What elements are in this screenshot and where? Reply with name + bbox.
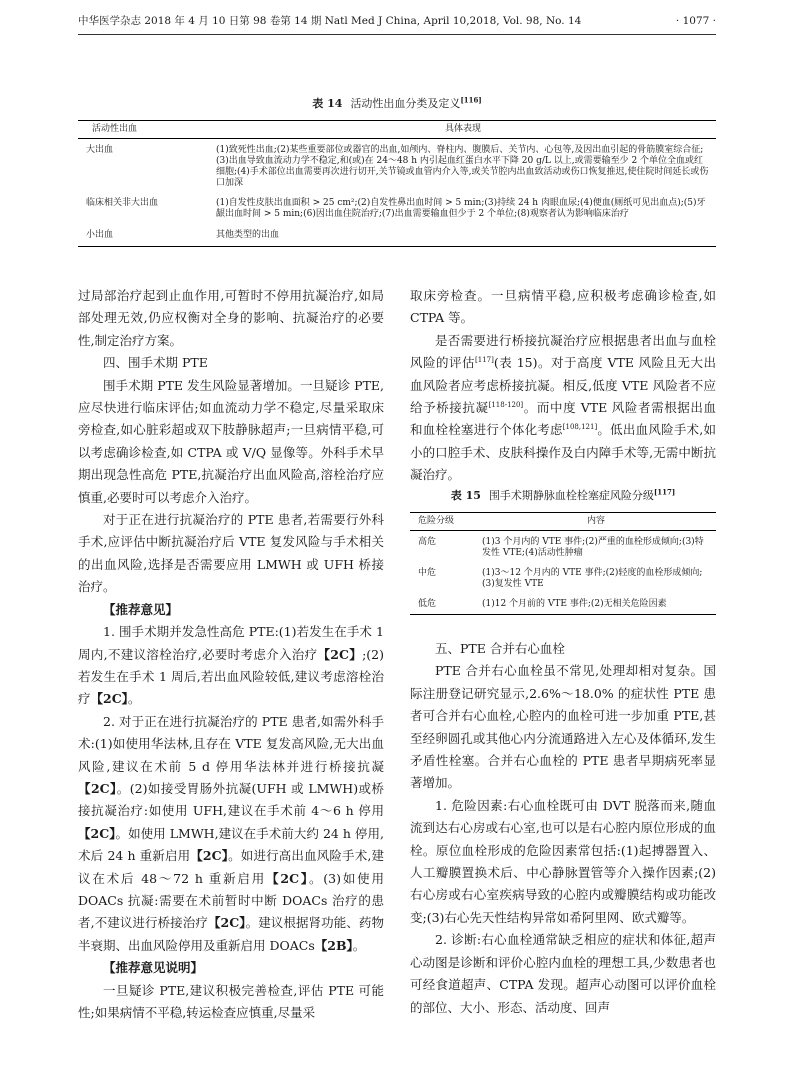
evidence-grade: 【2C】 [317, 646, 363, 662]
table15-title [410, 488, 716, 504]
table-row [410, 531, 716, 562]
right-paragraph: 2. 诊断:右心血栓通常缺乏相应的症状和体征,超声心动图是诊断和评价心腔内血栓的理想工具,少数患者也可经食道超声、CTPA 发现。超声心动图可以评价血栓的部位、大小、形态、活动度、回声 [410, 932, 716, 1015]
evidence-grade: 【2B】 [314, 937, 353, 953]
table14-label: 表 14 [312, 97, 343, 110]
para-text: (表 15)。对于高度 VTE 风险且无大出血风险者应考虑桥接抗凝。相反,低度 VTE 风险者不应给予桥接抗凝 [410, 355, 716, 416]
table15-cell-desc: (1)3～12 个月内的 VTE 事件;(2)轻度的血栓形成倾向;(3)复发性 VTE [482, 568, 703, 589]
table14-col-type: 活动性出血 [78, 121, 210, 139]
table14-cell-type: 大出血 [86, 145, 114, 155]
evidence-grade: 【2C】 [266, 870, 309, 886]
table15 [410, 512, 716, 615]
table15-cell-desc: (1)3 个月内的 VTE 事件;(2)严重的血栓形成倾向;(3)特发性 VTE;(4)活动性肿瘤 [482, 537, 704, 558]
recommendation-2 [78, 711, 384, 957]
table14-cell-type: 临床相关非大出血 [86, 198, 159, 208]
table14-name: 活动性出血分类及定义 [350, 97, 461, 110]
table14-cell-type: 小出血 [78, 222, 210, 247]
section-heading-4: 四、围手术期 PTE [103, 355, 208, 371]
left-paragraph: 一旦疑诊 PTE,建议积极完善检查,评估 PTE 可能性;如果病情不平稳,转运检查应慎重,尽量采 [78, 982, 384, 1020]
left-column [78, 285, 384, 1024]
table14-cell-desc: (1)致死性出血;(2)某些重要部位或器官的出血,如颅内、脊柱内、腹膜后、关节内、心包等,及因出血引起的骨筋膜室综合征;(3)出血导致血流动力学不稳定,和(或)在 24～48 h 内引起血红蛋白水平下降 20 g/L 以上,或需要输至少 2 个单位全血或红细胞;(4)手术部位出血需要再次进行切开,关节镜或血管内介入等,或关节腔内出血致活动或伤口恢复推迟,使住院时间延长或伤口加深 [216, 145, 709, 188]
evidence-grade: 【2C】 [190, 848, 229, 864]
table14-cell-desc: 其他类型的出血 [210, 222, 716, 247]
rec-text: 。如使用 LMWH,建议在手术前大约 24 h 停用,术后 24 h 重新启用 [78, 825, 384, 864]
table14-cell-desc: (1)自发性皮肤出血面积 > 25 cm²;(2)自发性鼻出血时间 > 5 min;(3)持续 24 h 肉眼血尿;(4)便血(厕纸可见出血点);(5)牙龈出血时间 > 5 min;(6)因出血住院治疗;(7)出血需要输血但少于 2 个单位;(8)观察者认为影响临床治疗 [216, 198, 706, 219]
evidence-grade: 【2C】 [90, 691, 128, 707]
section-heading-5: 五、PTE 合并右心血栓 [435, 641, 565, 656]
table15-col-level: 危险分级 [410, 513, 476, 531]
table-row [78, 139, 716, 192]
rec-text: 。 [127, 691, 141, 707]
table-row [78, 222, 716, 247]
rec-text: 。 [352, 937, 366, 953]
right-paragraph: PTE 合并右心血栓虽不常见,处理却相对复杂。国际注册登记研究显示,2.6%～18.0% 的症状性 PTE 患者可合并右心血栓,心腔内的血栓可进一步加重 PTE,甚至经卵圆孔或其他心内分流通路进入左心及体循环,发生矛盾性栓塞。合并右心血栓的 PTE 患者早期病死率显著增加。 [410, 663, 716, 791]
table15-col-desc: 内容 [476, 513, 716, 531]
table14-ref: [116] [460, 95, 482, 105]
table-row [410, 592, 716, 615]
rec-text: 。建议根据肾功能、药物半衰期、出血风险停用及重新启用 DOACs [78, 915, 384, 953]
running-header [78, 10, 716, 32]
rec-text: 1. 围手术期并发急性高危 PTE:(1)若发生在手术 1 周内,不建议溶栓治疗,必要时考虑介入治疗 [78, 624, 384, 662]
rec-text: ;(2)若发生在手术 1 周后,若出血风险较低,建议考虑溶栓治疗 [78, 646, 384, 707]
rec-text: 。(2)如接受胃肠外抗凝(UFH 或 LMWH)或桥接抗凝治疗:如使用 UFH,建议在手术前 4～6 h 停用 [78, 780, 384, 819]
table15-cell-level: 中危 [418, 568, 437, 578]
recommendation-heading: 【推荐意见】 [103, 601, 179, 617]
evidence-grade: 【2C】 [78, 780, 117, 796]
explanation-heading: 【推荐意见说明】 [103, 960, 204, 976]
left-paragraph: 围手术期 PTE 发生风险显著增加。一旦疑诊 PTE,应尽快进行临床评估;如血流动力学不稳定,尽量采取床旁检查,如心脏彩超或双下肢静脉超声;一旦病情平稳,可以考虑确诊检查,如 CTPA 或 V/Q 显像等。外科手术早期出现急性高危 PTE,抗凝治疗出血风险高,溶栓治疗应慎重,必要时可以考虑介入治疗。 [78, 377, 384, 505]
table14-col-desc: 具体表现 [210, 121, 716, 139]
recommendation-1 [78, 621, 384, 711]
para-text: 。而中度 VTE 风险者需根据出血和血栓栓塞进行个体化考虑 [410, 400, 716, 438]
rec-text: 2. 对于正在进行抗凝治疗的 PTE 患者,如需外科手术:(1)如使用华法林,且存在 VTE 复发高风险,无大出血风险,建议在术前 5 d 停用华法林并进行桥接抗凝 [78, 713, 384, 774]
right-paragraph: 取床旁检查。一旦病情平稳,应积极考虑确诊检查,如 CTPA 等。 [410, 288, 716, 326]
table-row [410, 561, 716, 592]
right-column-lower [410, 638, 716, 1019]
table14 [78, 120, 716, 247]
right-column-upper [410, 285, 716, 487]
table15-cell-desc: (1)12 个月前的 VTE 事件;(2)无相关危险因素 [476, 592, 716, 615]
table15-header-row [410, 513, 716, 531]
table15-label: 表 15 [450, 489, 481, 502]
para-text: 。低出血风险手术,如小的口腔手术、皮肤科操作及白内障手术等,无需中断抗凝治疗。 [410, 422, 716, 483]
journal-citation: 中华医学杂志 2018 年 4 月 10 日第 98 卷第 14 期 Natl Med J China, April 10,2018, Vol. 98, No. 14 [78, 15, 582, 27]
right-paragraph [410, 330, 716, 487]
rec-text: 。如进行高出血风险手术,建议在术后 48～72 h 重新启用 [78, 848, 384, 886]
table14-title [78, 96, 716, 112]
table14-header-row [78, 121, 716, 139]
para-text: 是否需要进行桥接抗凝治疗应根据患者出血与血栓风险的评估 [410, 332, 716, 371]
evidence-grade: 【2C】 [207, 915, 246, 931]
table15-ref: [117] [653, 487, 676, 497]
left-paragraph: 过局部治疗起到止血作用,可暂时不停用抗凝治疗,如局部处理无效,仍应权衡对全身的影响、抗凝治疗的必要性,制定治疗方案。 [78, 288, 384, 348]
table15-cell-level: 高危 [418, 537, 437, 547]
left-paragraph: 对于正在进行抗凝治疗的 PTE 患者,若需要行外科手术,应评估中断抗凝治疗后 VTE 复发风险与手术相关的出血风险,选择是否需要应用 LMWH 或 UFH 桥接治疗。 [78, 512, 384, 595]
citation: [108,121] [562, 423, 598, 432]
table15-name: 围手术期静脉血栓栓塞症风险分级 [488, 489, 654, 502]
rec-text: 。(3)如使用 DOACs 抗凝:需要在术前暂时中断 DOACs 治疗的患者,不建议进行桥接治疗 [78, 870, 384, 931]
right-paragraph: 1. 危险因素:右心血栓既可由 DVT 脱落而来,随血流到达右心房或右心室,也可以是右心腔内原位形成的血栓。原位血栓形成的危险因素常包括:(1)起搏器置入、人工瓣膜置换术后、中心静脉置管等介入操作因素;(2)右心房或右心室疾病导致的心腔内或瓣膜结构或功能改变;(3)右心先天性结构异常如希阿里网、欧式瓣等。 [410, 797, 716, 925]
header-rule [78, 34, 716, 35]
table-row [78, 191, 716, 222]
citation: [117] [475, 356, 494, 365]
citation: [118-120] [488, 400, 524, 409]
table15-cell-level: 低危 [410, 592, 476, 615]
evidence-grade: 【2C】 [78, 825, 116, 841]
page-number: · 1077 · [675, 15, 716, 27]
